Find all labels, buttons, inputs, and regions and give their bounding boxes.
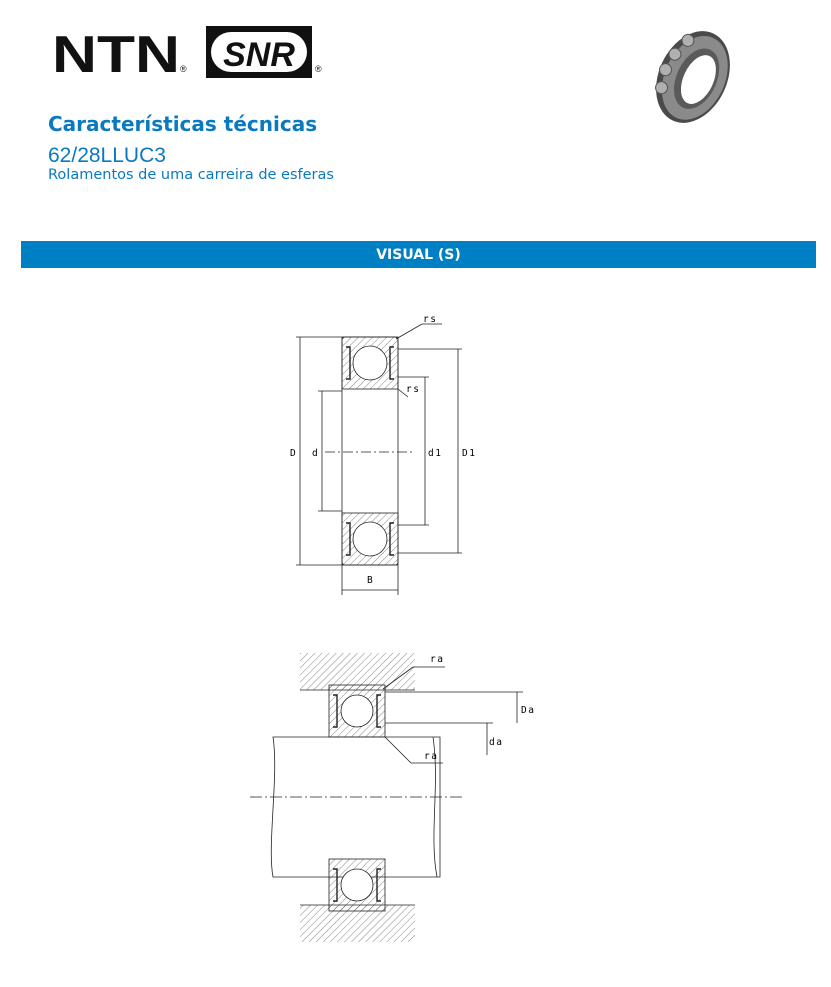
ntn-registered-mark: ® — [180, 64, 187, 74]
label-D: D — [290, 448, 298, 459]
snr-registered-mark: ® — [315, 64, 322, 74]
part-number: 62/28LLUC3 — [48, 144, 166, 167]
page-title: Características técnicas — [48, 112, 318, 136]
product-subtitle: Rolamentos de uma carreira de esferas — [48, 167, 334, 183]
label-rs-mid: rs — [406, 384, 421, 395]
bearing-product-image — [645, 22, 740, 132]
snr-logo-text: SNR — [223, 36, 295, 74]
ntn-logo — [52, 26, 192, 78]
label-d1: d1 — [428, 448, 443, 459]
section-header-bar — [21, 241, 816, 268]
section-header-label: VISUAL (S) — [376, 247, 461, 263]
snr-logo — [206, 26, 326, 78]
label-D1: D1 — [462, 448, 477, 459]
label-d: d — [312, 448, 320, 459]
mounting-dimension-drawing — [245, 645, 555, 950]
label-rs-top: rs — [423, 314, 438, 325]
bearing-dimension-drawing — [270, 305, 510, 605]
label-Da: Da — [521, 705, 536, 716]
label-B: B — [367, 575, 375, 586]
label-ra-top: ra — [430, 654, 445, 665]
label-ra-mid: ra — [424, 751, 439, 762]
ntn-logo-text: NTN — [52, 26, 180, 78]
label-da: da — [489, 737, 504, 748]
